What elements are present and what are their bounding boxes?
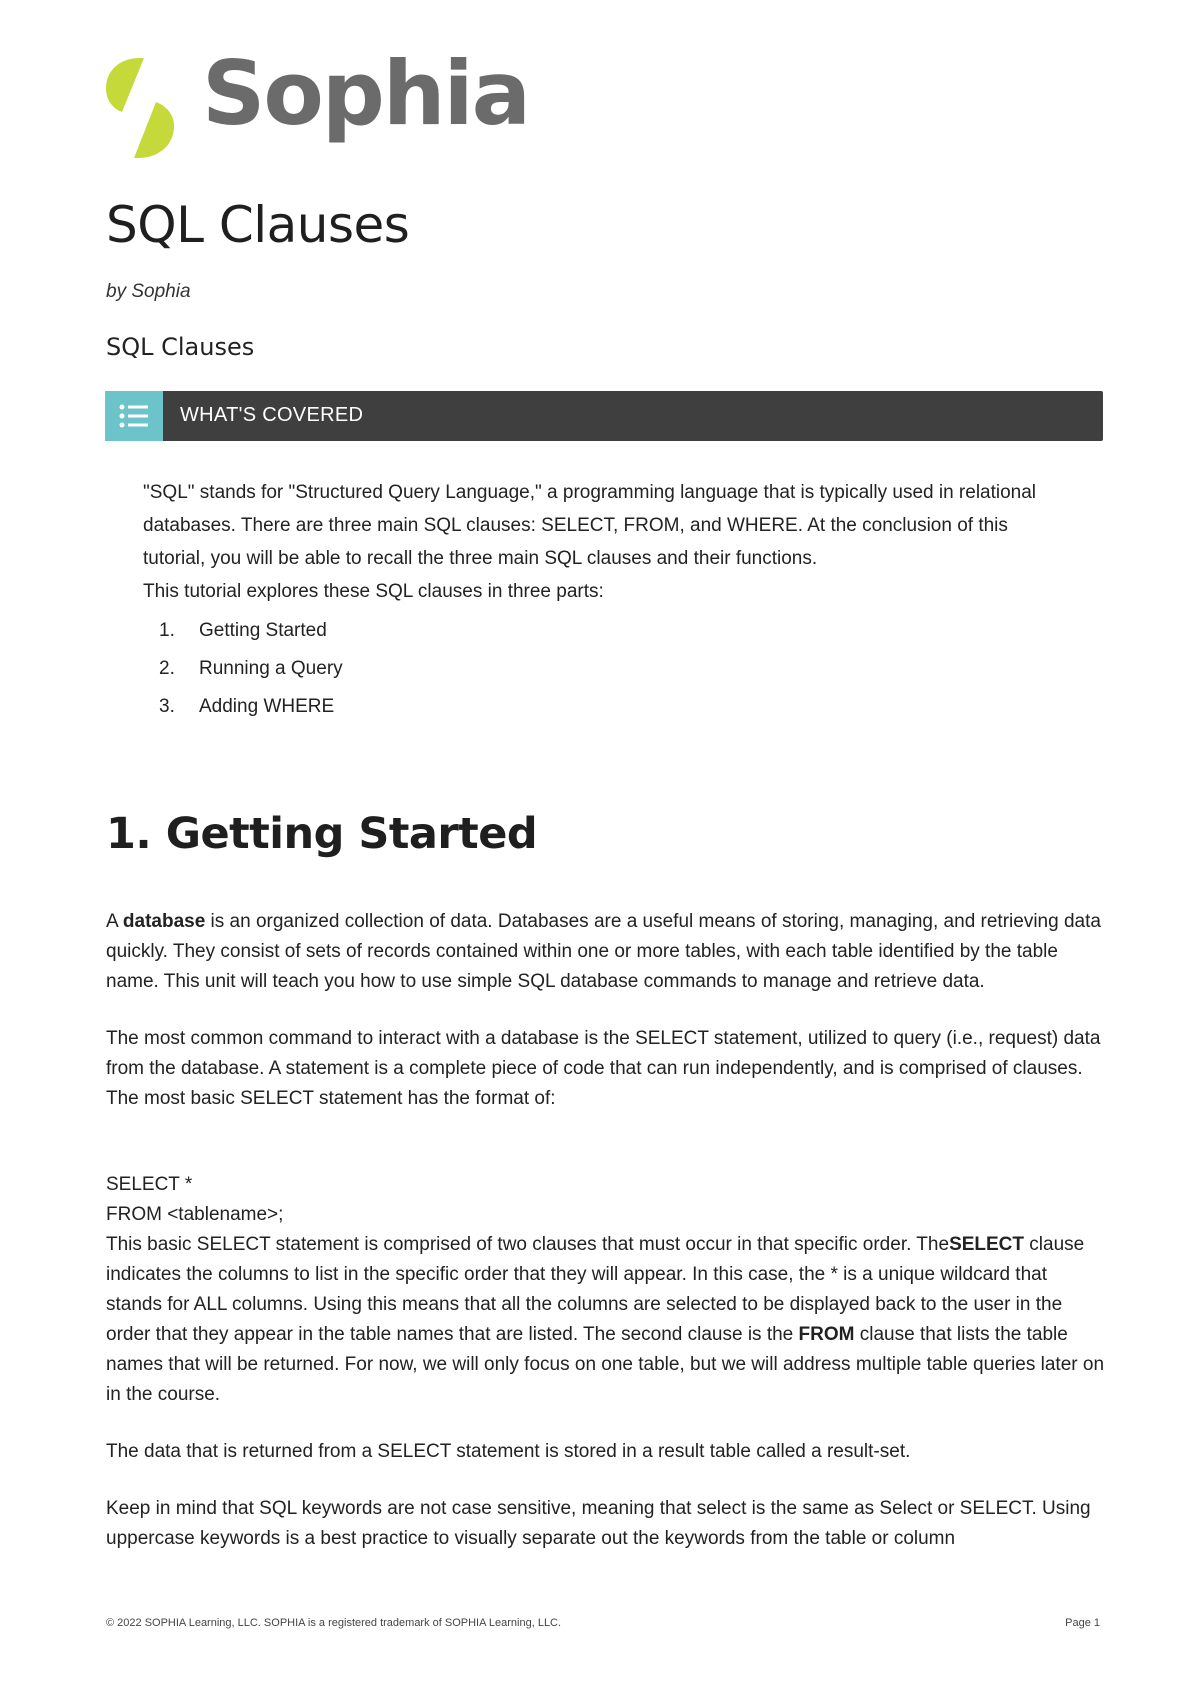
sophia-logo xyxy=(104,42,534,160)
paragraph-select: The most common command to interact with a database is the SELECT statement, utilized to query (i.e., request) data from the database. A statement is a complete piece of code that can run independently, and is comprised of clauses. The most basic SELECT statement has the format of: xyxy=(106,1028,1101,1109)
list-item-label: Getting Started xyxy=(199,620,327,641)
term-from: FROM xyxy=(798,1324,855,1345)
list-item-label: Running a Query xyxy=(199,658,343,679)
page-number: Page 1 xyxy=(1065,1617,1100,1629)
section-body xyxy=(106,907,1106,1554)
text: This basic SELECT statement is comprised of two clauses that must occur in that specific order. The xyxy=(106,1234,950,1255)
list-item xyxy=(143,650,343,688)
paragraph-clauses xyxy=(106,1230,1106,1410)
text: clause that lists the table names that will be returned. For now, we will only focus on one table, but we will address multiple table queries later on in the course. xyxy=(106,1324,1105,1405)
whats-covered-header xyxy=(105,391,1103,441)
list-item xyxy=(143,688,343,726)
paragraph-case: Keep in mind that SQL keywords are not case sensitive, meaning that select is the same as Select or SELECT. Using uppercase keywords is a best practice to visually separate out the keywords from the table or column xyxy=(106,1498,1091,1549)
footer-copyright: © 2022 SOPHIA Learning, LLC. SOPHIA is a registered trademark of SOPHIA Learning, LLC. xyxy=(106,1617,562,1629)
paragraph-result-set: The data that is returned from a SELECT statement is stored in a result table called a result-set. xyxy=(106,1441,911,1462)
section-title: 1. Getting Started xyxy=(106,809,538,859)
text: clause indicates the columns to list in the specific order that they will appear. In this case, the * is a unique wildcard that stands for ALL columns. Using this means that all the columns are selected to be displayed back to the user in the order that they appear in the table names that are listed. The second clause is the xyxy=(106,1234,1085,1345)
byline: by Sophia xyxy=(106,281,191,302)
list-icon xyxy=(105,391,163,441)
sophia-logo-mark-icon xyxy=(104,56,176,160)
covered-intro-paragraph: "SQL" stands for "Structured Query Language," a programming language that is typically used in relational databases. There are three main SQL clauses: SELECT, FROM, and WHERE. At the conclusion of this tutorial, you will be able to recall the three main SQL clauses and their functions. xyxy=(143,482,1037,569)
whats-covered-label: WHAT'S COVERED xyxy=(180,404,364,426)
term-select: SELECT xyxy=(949,1234,1025,1255)
list-item-number: 2. xyxy=(159,658,175,679)
code-line: FROM <tablename>; xyxy=(106,1204,284,1225)
covered-parts-intro: This tutorial explores these SQL clauses in three parts: xyxy=(143,581,604,602)
term-database: database xyxy=(122,911,206,932)
list-item xyxy=(143,612,343,650)
covered-parts-list xyxy=(143,612,343,726)
list-item-number: 3. xyxy=(159,696,175,717)
paragraph-database xyxy=(106,907,1106,997)
code-line: SELECT * xyxy=(106,1174,193,1195)
list-item-number: 1. xyxy=(159,620,175,641)
text: A xyxy=(106,911,123,932)
page-title: SQL Clauses xyxy=(106,196,410,254)
text: is an organized collection of data. Databases are a useful means of storing, managing, and retrieving data quickly. They consist of sets of records contained within one or more tables, with each table identified by the table name. This unit will teach you how to use simple SQL database commands to manage and retrieve data. xyxy=(106,911,1101,992)
sophia-logo-wordmark: Sophia xyxy=(202,42,530,145)
list-item-label: Adding WHERE xyxy=(199,696,335,717)
doc-subtitle: SQL Clauses xyxy=(106,333,255,361)
covered-intro xyxy=(143,476,1043,608)
